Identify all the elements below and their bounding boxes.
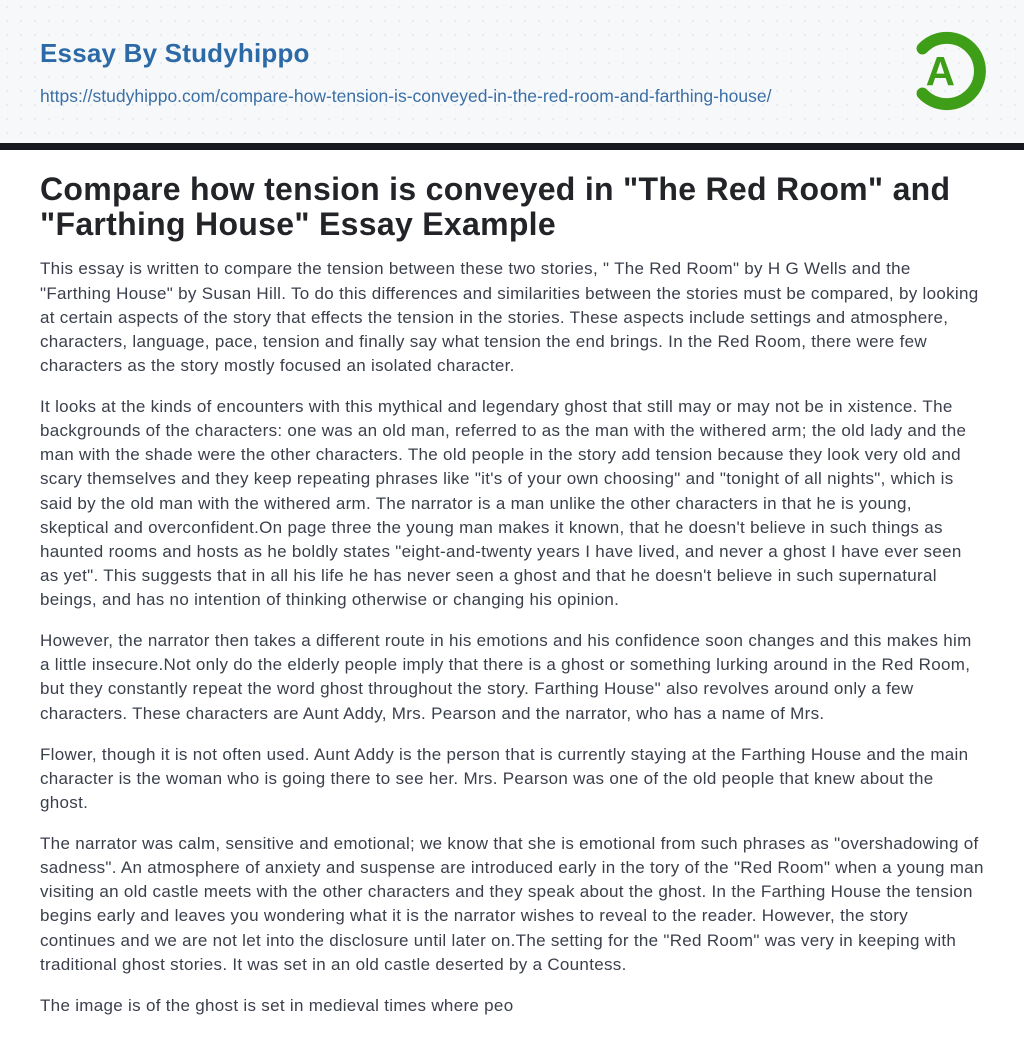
article-paragraph: Flower, though it is not often used. Aunt Addy is the person that is currently staying at the Farthing House and the main character is the woman who is going there to see her. Mrs. Pearson was one of the old people that knew about the ghost. [40, 744, 969, 812]
header-inner [0, 0, 1024, 109]
studyhippo-logo [900, 25, 992, 117]
article-paragraph: This essay is written to compare the tension between these two stories, " The Red Room" by H G Wells and the "Farthing House" by Susan Hill. To do this differences and similarities between the stories must be compared, by looking at certain aspects of the story that effects the tension in the stories. These aspects include settings and atmosphere, characters, language, pace, tension and finally say what tension the end brings. In the Red Room, there were few characters as the story mostly focused an isolated character. [40, 259, 979, 375]
article-paragraph: The image is of the ghost is set in medieval times where peo [40, 995, 514, 1015]
page-header [0, 0, 1024, 150]
article-body [40, 257, 984, 1018]
article-paragraph: It looks at the kinds of encounters with this mythical and legendary ghost that still may or may not be in xistence. The backgrounds of the characters: one was an old man, referred to as the man with the withered arm; the old lady and the man with the shade were the other characters. The old people in the story add tension because they look very old and scary themselves and they keep repeating phrases like "it's of your own choosing" and "tonight of all nights", which is said by the old man with the withered arm. The narrator is a man unlike the other characters in that he is young, skeptical and overconfident.On page three the young man makes it known, that he doesn't believe in such things as haunted rooms and hosts as he boldly states "eight-and-twenty years I have lived, and never a ghost I have ever seen as yet". This suggests that in all his life he has never seen a ghost and that he doesn't believe in such supernatural beings, and has no intention of thinking otherwise or changing his opinion. [40, 397, 967, 609]
article-title: Compare how tension is conveyed in "The Red Room" and "Farthing House" Essay Example [40, 171, 951, 243]
studyhippo-logo-icon [900, 25, 992, 117]
page-url-link[interactable]: https://studyhippo.com/compare-how-tension-is-conveyed-in-the-red-room-and-farthing-house/ [40, 86, 772, 106]
site-title: Essay By Studyhippo [40, 38, 310, 68]
logo-letter: A [925, 47, 955, 94]
article-paragraph: However, the narrator then takes a different route in his emotions and his confidence soon changes and this makes him a little insecure.Not only do the elderly people imply that there is a ghost or something lurking around in the Red Room, but they constantly repeat the word ghost throughout the story. Farthing House" also revolves around only a few characters. These characters are Aunt Addy, Mrs. Pearson and the narrator, who has a name of Mrs. [40, 631, 972, 723]
article [0, 150, 1024, 1018]
article-paragraph: The narrator was calm, sensitive and emotional; we know that she is emotional from such phrases as "overshadowing of sadness". An atmosphere of anxiety and suspense are introduced early in the tory of the "Red Room" when a young man visiting an old castle meets with the other characters and they speak about the ghost. In the Farthing House the tension begins early and leaves you wondering what it is the narrator wishes to reveal to the reader. However, the story continues and we are not let into the disclosure until later on.The setting for the "Red Room" was very in keeping with traditional ghost stories. It was set in an old castle deserted by a Countess. [40, 834, 984, 974]
